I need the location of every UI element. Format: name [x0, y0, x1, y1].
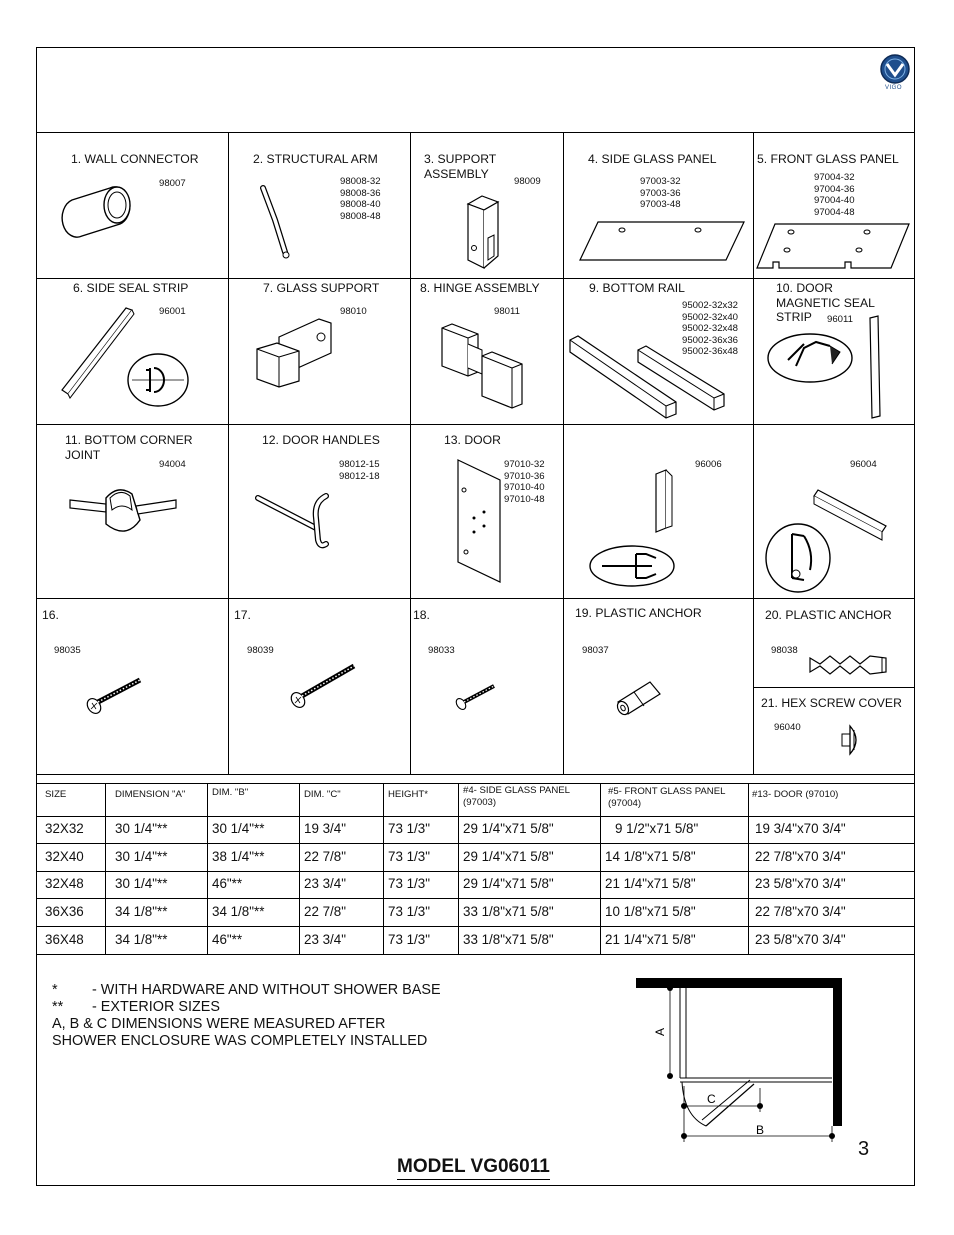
part-label: 2. STRUCTURAL ARM: [253, 152, 378, 166]
part-code: 98010: [340, 306, 367, 317]
table-cell: 9 1/2"x71 5/8": [615, 821, 699, 836]
table-cell: 30 1/4"**: [115, 876, 168, 891]
dimension-diagram: [636, 976, 848, 1148]
row-divider: [36, 278, 915, 279]
side-seal-strip-drawing: [58, 300, 198, 412]
table-cell: 30 1/4"**: [115, 849, 168, 864]
part-code: 96006: [695, 459, 722, 470]
table-bottom-line: [36, 954, 915, 955]
table-header: SIZE: [45, 789, 67, 800]
col-divider: [563, 132, 564, 774]
table-cell: 21 1/4"x71 5/8": [605, 932, 696, 947]
front-glass-panel-drawing: [755, 220, 915, 272]
table-header: #5- FRONT GLASS PANEL (97004): [608, 786, 726, 809]
col-divider: [753, 132, 754, 774]
table-header: DIMENSION "A": [115, 789, 186, 800]
door-drawing: [452, 456, 508, 586]
header-divider: [36, 132, 915, 133]
table-col-divider: [207, 783, 208, 954]
table-cell: 36X48: [45, 932, 84, 947]
part-label: 3. SUPPORT ASSEMBLY: [424, 152, 497, 181]
seal-strip-96006-drawing: [586, 462, 686, 590]
table-cell: 14 1/8"x71 5/8": [605, 849, 696, 864]
page-number: 3: [858, 1138, 870, 1160]
table-cell: 29 1/4"x71 5/8": [463, 849, 554, 864]
table-cell: 32X40: [45, 849, 84, 864]
dim-a-label: A: [653, 1027, 667, 1036]
table-cell: 29 1/4"x71 5/8": [463, 821, 554, 836]
hex-screw-cover-drawing: [838, 720, 864, 760]
part-label: 1. WALL CONNECTOR: [71, 152, 199, 166]
part-code: 96001: [159, 306, 186, 317]
part-code: 94004: [159, 459, 186, 470]
door-handles-drawing: [252, 488, 342, 553]
table-col-divider: [383, 783, 384, 954]
row-divider: [36, 424, 915, 425]
bottom-corner-joint-drawing: [66, 480, 186, 550]
dim-c-label: C: [707, 1092, 716, 1106]
part-code: 95002-32x32 95002-32x40 95002-32x48 95002-36x36 95002-36x48: [682, 300, 739, 357]
part-code: 97010-32 97010-36 97010-40 97010-48: [504, 459, 545, 505]
part-label: 19. PLASTIC ANCHOR: [575, 606, 702, 620]
table-cell: 23 5/8"x70 3/4": [755, 876, 846, 891]
col-divider: [410, 132, 411, 774]
glass-support-drawing: [255, 315, 335, 390]
table-cell: 22 7/8": [304, 849, 346, 864]
structural-arm-drawing: [255, 180, 305, 265]
table-cell: 19 3/4": [304, 821, 346, 836]
table-cell: 23 3/4": [304, 876, 346, 891]
table-col-divider: [105, 783, 106, 954]
part-label: 17.: [234, 608, 251, 622]
support-assembly-drawing: [460, 190, 510, 270]
notes-block: [52, 982, 441, 1050]
table-cell: 30 1/4"**: [115, 821, 168, 836]
note-line: * - WITH HARDWARE AND WITHOUT SHOWER BASE: [52, 982, 441, 998]
part-code: 98007: [159, 178, 186, 189]
table-cell: 73 1/3": [388, 821, 430, 836]
door-magnetic-seal-strip-drawing: [764, 312, 914, 422]
table-cell: 22 7/8"x70 3/4": [755, 904, 846, 919]
table-header: DIM. "C": [304, 789, 341, 800]
part-label: 20. PLASTIC ANCHOR: [765, 608, 892, 622]
part-label: 16.: [42, 608, 59, 622]
table-cell: 33 1/8"x71 5/8": [463, 904, 554, 919]
plastic-anchor-20-drawing: [806, 650, 890, 680]
row-divider: [36, 774, 915, 775]
brand-text: VIGO: [885, 85, 903, 91]
table-cell: 73 1/3": [388, 932, 430, 947]
part-code: 96011: [827, 314, 853, 325]
part-code: 97004-32 97004-36 97004-40 97004-48: [814, 172, 855, 218]
screw-16-drawing: [84, 674, 148, 718]
table-cell: 34 1/8"**: [115, 904, 168, 919]
part-label: 18.: [413, 608, 430, 622]
part-label: 5. FRONT GLASS PANEL: [757, 152, 899, 166]
bottom-rail-drawing: [566, 330, 736, 420]
table-header: DIM. "B": [212, 787, 249, 798]
part-label: 13. DOOR: [444, 433, 501, 447]
part-code: 98039: [247, 645, 274, 656]
table-col-divider: [748, 783, 749, 954]
part-label: 11. BOTTOM CORNER JOINT: [65, 433, 193, 462]
part-code: 98011: [494, 306, 520, 317]
screw-17-drawing: [288, 662, 360, 712]
table-cell: 19 3/4"x70 3/4": [755, 821, 846, 836]
table-cell: 46"**: [212, 876, 243, 891]
cell-divider: [753, 687, 915, 688]
part-label: 12. DOOR HANDLES: [262, 433, 380, 447]
part-code: 96004: [850, 459, 877, 470]
model-title: MODEL VG06011: [397, 1156, 550, 1180]
table-cell: 73 1/3": [388, 849, 430, 864]
hinge-assembly-drawing: [438, 320, 530, 410]
part-code: 98035: [54, 645, 81, 656]
part-code: 98012-15 98012-18: [339, 459, 380, 482]
table-cell: 38 1/4"**: [212, 849, 265, 864]
part-label: 4. SIDE GLASS PANEL: [588, 152, 717, 166]
table-cell: 23 5/8"x70 3/4": [755, 932, 846, 947]
table-cell: 10 1/8"x71 5/8": [605, 904, 696, 919]
table-cell: 23 3/4": [304, 932, 346, 947]
table-cell: 32X32: [45, 821, 84, 836]
part-code: 97003-32 97003-36 97003-48: [640, 176, 681, 210]
part-code: 98008-32 98008-36 98008-40 98008-48: [340, 176, 381, 222]
note-line: ** - EXTERIOR SIZES: [52, 999, 220, 1015]
wall-connector-drawing: [60, 180, 140, 250]
note-line: SHOWER ENCLOSURE WAS COMPLETELY INSTALLED: [52, 1033, 428, 1049]
table-cell: 21 1/4"x71 5/8": [605, 876, 696, 891]
side-glass-panel-drawing: [578, 218, 748, 268]
table-cell: 32X48: [45, 876, 84, 891]
part-label: 21. HEX SCREW COVER: [761, 696, 902, 710]
part-code: 98033: [428, 645, 455, 656]
vigo-logo: [878, 54, 912, 94]
part-label: 8. HINGE ASSEMBLY: [420, 281, 540, 295]
table-cell: 22 7/8"x70 3/4": [755, 849, 846, 864]
part-label: 7. GLASS SUPPORT: [263, 281, 380, 295]
table-cell: 36X36: [45, 904, 84, 919]
table-cell: 34 1/8"**: [212, 904, 265, 919]
table-row-line: [36, 898, 915, 899]
dim-b-label: B: [756, 1123, 765, 1137]
screw-18-drawing: [452, 682, 500, 714]
table-col-divider: [458, 783, 459, 954]
part-label: 9. BOTTOM RAIL: [589, 281, 685, 295]
part-code: 98037: [582, 645, 609, 656]
part-code: 98038: [771, 645, 798, 656]
table-cell: 46"**: [212, 932, 243, 947]
note-line: A, B & C DIMENSIONS WERE MEASURED AFTER: [52, 1016, 386, 1032]
table-header: HEIGHT*: [388, 789, 428, 800]
table-header: #4- SIDE GLASS PANEL (97003): [463, 785, 570, 808]
table-row-line: [36, 843, 915, 844]
table-cell: 22 7/8": [304, 904, 346, 919]
row-divider: [36, 598, 915, 599]
table-cell: 73 1/3": [388, 876, 430, 891]
table-cell: 33 1/8"x71 5/8": [463, 932, 554, 947]
table-row-line: [36, 816, 915, 817]
table-cell: 30 1/4"**: [212, 821, 265, 836]
table-cell: 73 1/3": [388, 904, 430, 919]
table-top-line: [36, 783, 915, 784]
part-code: 98009: [514, 176, 541, 187]
table-cell: 34 1/8"**: [115, 932, 168, 947]
plastic-anchor-19-drawing: [612, 674, 668, 722]
table-col-divider: [299, 783, 300, 954]
table-col-divider: [600, 783, 601, 954]
table-row-line: [36, 926, 915, 927]
seal-strip-96004-drawing: [762, 480, 914, 595]
col-divider: [228, 132, 229, 774]
table-cell: 29 1/4"x71 5/8": [463, 876, 554, 891]
table-row-line: [36, 871, 915, 872]
table-header: #13- DOOR (97010): [752, 789, 839, 800]
part-label: 6. SIDE SEAL STRIP: [73, 281, 189, 295]
part-label: 10. DOOR MAGNETIC SEAL STRIP: [776, 281, 875, 324]
part-code: 96040: [774, 722, 801, 733]
